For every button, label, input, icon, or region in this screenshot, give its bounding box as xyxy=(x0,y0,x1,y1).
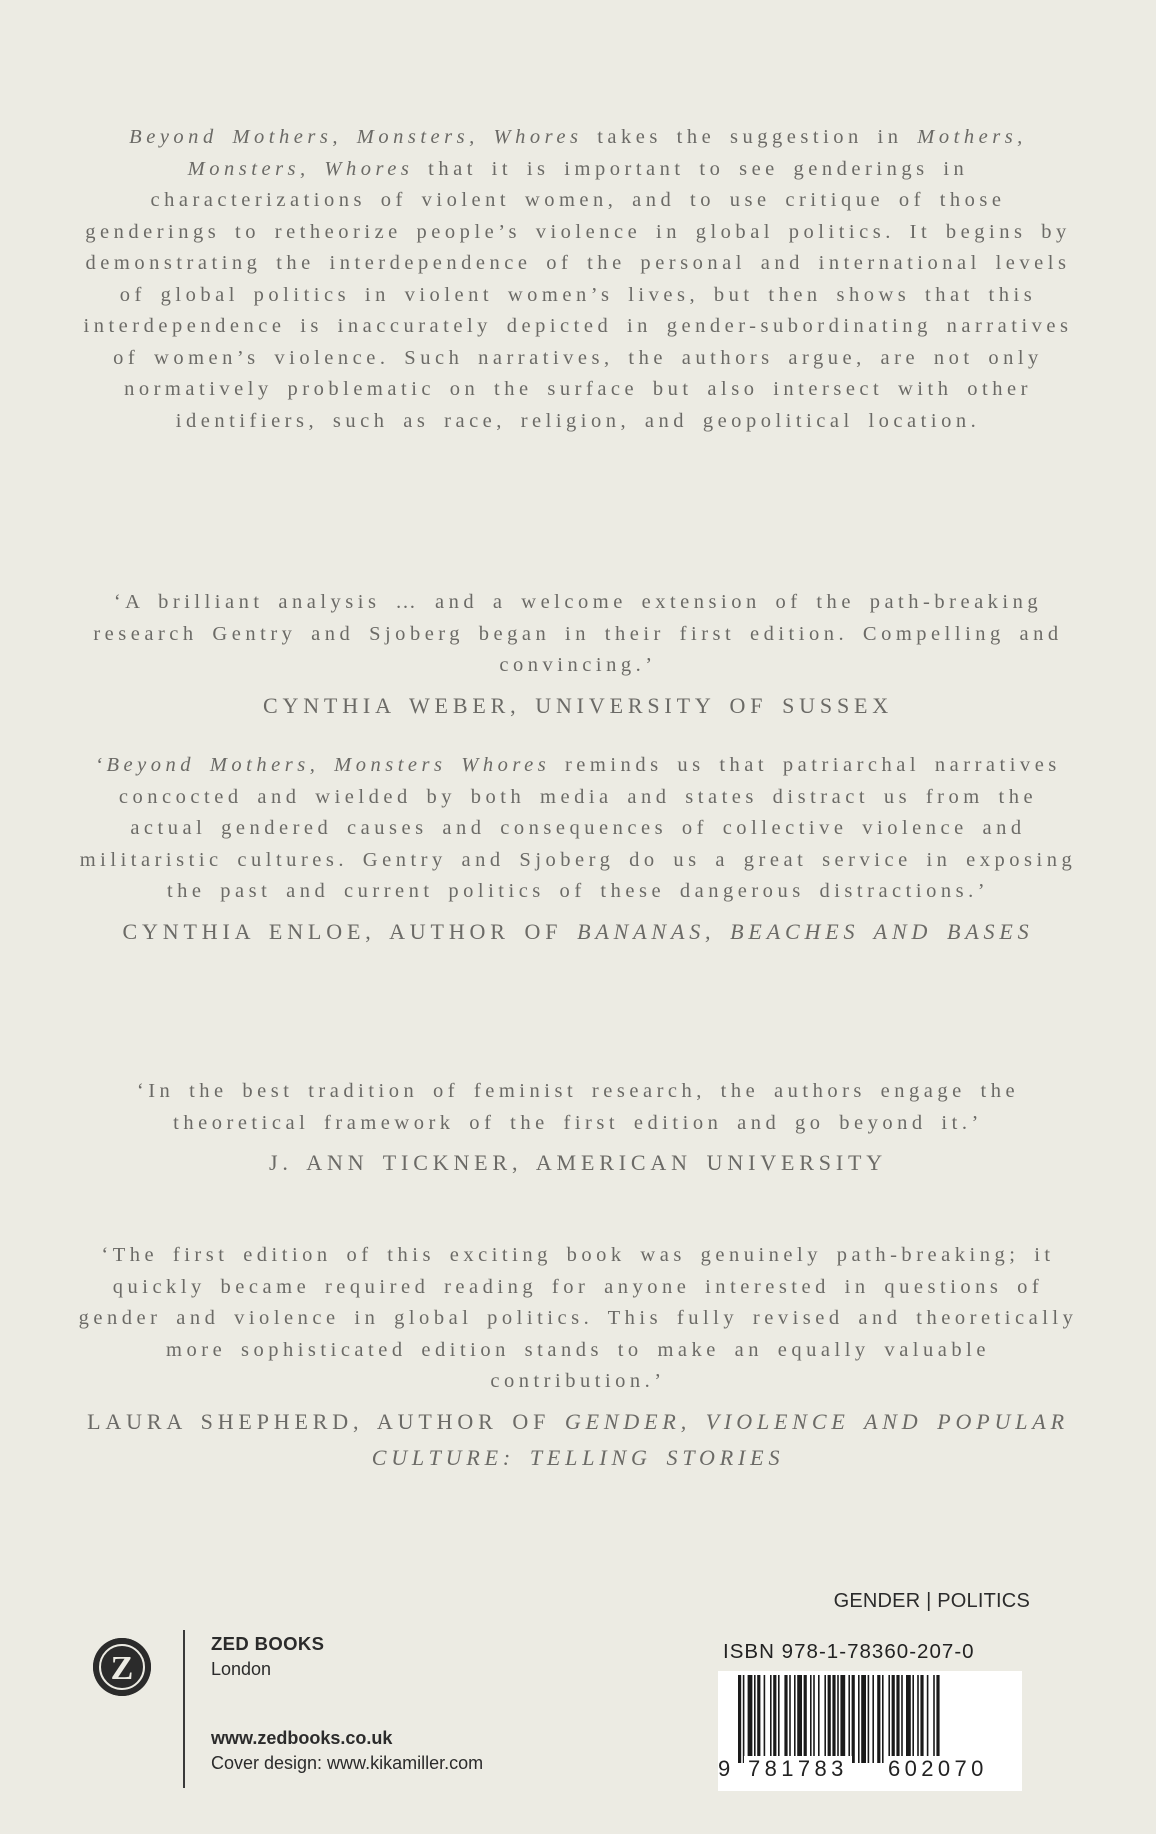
barcode-bar xyxy=(824,1675,826,1763)
barcode-bar xyxy=(858,1675,860,1763)
quote-text: ‘In the best tradition of feminist research, the authors engage the theoretical framework of the first edition and go beyond it.’ xyxy=(136,1080,1020,1134)
review-quote-4 xyxy=(75,1240,1081,1476)
barcode-bar xyxy=(888,1675,890,1763)
quote-attribution xyxy=(75,1404,1081,1476)
barcode-bar xyxy=(848,1675,850,1763)
barcode-bar xyxy=(797,1675,802,1763)
barcode-bar xyxy=(748,1675,753,1763)
barcode-bar xyxy=(743,1675,745,1763)
barcode-bar xyxy=(757,1675,760,1763)
barcode-bar xyxy=(764,1675,766,1763)
barcode-bar xyxy=(738,1675,741,1763)
quote-attribution: CYNTHIA WEBER, UNIVERSITY OF SUSSEX xyxy=(262,692,894,718)
barcode-bar xyxy=(813,1675,815,1763)
isbn-label: ISBN 978-1-78360-207-0 xyxy=(723,1640,975,1663)
barcode-bar xyxy=(804,1675,807,1763)
barcode-bar xyxy=(852,1675,855,1763)
review-quote-3 xyxy=(75,1076,1081,1181)
barcode-bar xyxy=(828,1675,831,1763)
barcode-bar xyxy=(778,1675,780,1763)
barcode-bar xyxy=(872,1675,874,1763)
barcode-bar xyxy=(832,1675,835,1763)
attribution-book-title: BANANAS, BEACHES AND BASES xyxy=(577,918,1034,944)
quote-italic-title: ‘Beyond Mothers, Monsters Whores xyxy=(95,754,551,776)
barcode-bar xyxy=(818,1675,820,1763)
z-logo-icon xyxy=(93,1638,151,1696)
barcode-bar xyxy=(794,1675,796,1763)
cover-design-credit: Cover design: www.kikamiller.com xyxy=(211,1753,484,1773)
barcode-bar xyxy=(837,1675,839,1763)
publisher-website: www.zedbooks.co.uk xyxy=(211,1728,393,1748)
barcode-bar xyxy=(936,1675,939,1763)
barcode-bar xyxy=(912,1675,914,1763)
barcode-bar xyxy=(920,1675,923,1763)
back-cover-blurb xyxy=(80,122,1076,437)
blurb-text-part-1: takes the suggestion in xyxy=(582,126,918,148)
attribution-name: LAURA SHEPHERD, AUTHOR OF xyxy=(87,1408,565,1434)
barcode-bar xyxy=(882,1675,884,1763)
barcode-bar xyxy=(789,1675,791,1763)
barcode-bar xyxy=(906,1675,911,1763)
blurb-book-title: Beyond Mothers, Monsters, Whores xyxy=(129,126,583,148)
review-quote-1 xyxy=(75,587,1081,724)
publisher-city: London xyxy=(211,1659,272,1679)
barcode-digits-left: 781783 xyxy=(744,1756,852,1782)
barcode-bar xyxy=(840,1675,845,1763)
quote-attribution xyxy=(75,914,1081,950)
barcode-bar xyxy=(901,1675,903,1763)
attribution-name: CYNTHIA ENLOE, AUTHOR OF xyxy=(122,918,578,944)
barcode-bar xyxy=(927,1675,929,1763)
quote-text: ‘The first edition of this exciting book was genuinely path-breaking; it quickly became required reading for anyone interested in questions of gender and violence in global politics. This fully revised and theoretically more sophisticated edition stands to make an equally valuable contribution.’ xyxy=(78,1244,1078,1392)
review-quote-2 xyxy=(75,750,1081,950)
barcode-bar xyxy=(933,1675,935,1763)
quote-body: reminds us that patriarchal narratives concocted and wielded by both media and states distract us from the actual gendered causes and consequences of collective violence and militaristic cultures. Gentry and Sjoberg do us a great service in exposing the past and current politics of these dangerous distractions.’ xyxy=(79,754,1077,902)
barcode-bar xyxy=(810,1675,812,1763)
barcode-bar xyxy=(861,1675,866,1763)
zed-books-logo xyxy=(93,1638,151,1696)
barcode-digits-right: 602070 xyxy=(884,1756,992,1782)
attribution-book-title: GENDER, VIOLENCE AND POPULAR CULTURE: TELLING STORIES xyxy=(371,1408,1069,1470)
barcode-bar xyxy=(773,1675,776,1763)
quote-attribution: J. ANN TICKNER, AMERICAN UNIVERSITY xyxy=(268,1150,888,1175)
barcode-bar xyxy=(770,1675,772,1763)
publisher-name: ZED BOOKS xyxy=(211,1633,325,1654)
blurb-text-part-2: that it is important to see genderings in characterizations of violent women, and to use critique of those genderings to retheorize people’s violence in global politics. It begins by demonstrating the interdependence of the personal and international levels of global politics in violent women’s lives, but then shows that this interdependence is inaccurately depicted in gender-subordinating narratives of women’s violence. Such narratives, the authors argue, are not only normatively problematic on the surface but also intersect with other identifiers, such as race, religion, and geopolitical location. xyxy=(83,157,1073,432)
barcode-bar xyxy=(754,1675,756,1763)
barcode-bar xyxy=(868,1675,870,1763)
barcode-bar xyxy=(877,1675,880,1763)
subject-category: GENDER | POLITICS xyxy=(833,1590,1030,1612)
barcode-bar xyxy=(917,1675,919,1763)
barcode-digit-first: 9 xyxy=(718,1756,735,1781)
barcode-bar xyxy=(896,1675,899,1763)
publisher-divider xyxy=(183,1630,185,1788)
barcode-bar xyxy=(784,1675,787,1763)
quote-text xyxy=(75,750,1081,908)
logo-letter: Z xyxy=(110,1650,134,1687)
barcode-bar xyxy=(892,1675,895,1763)
blurb-first-edition-title: Mothers, Monsters, Whores xyxy=(187,126,1027,180)
quote-text: ‘A brilliant analysis … and a welcome extension of the path-breaking research Gentry and Sjoberg began in their first edition. Compelling and convincing.’ xyxy=(93,591,1063,676)
